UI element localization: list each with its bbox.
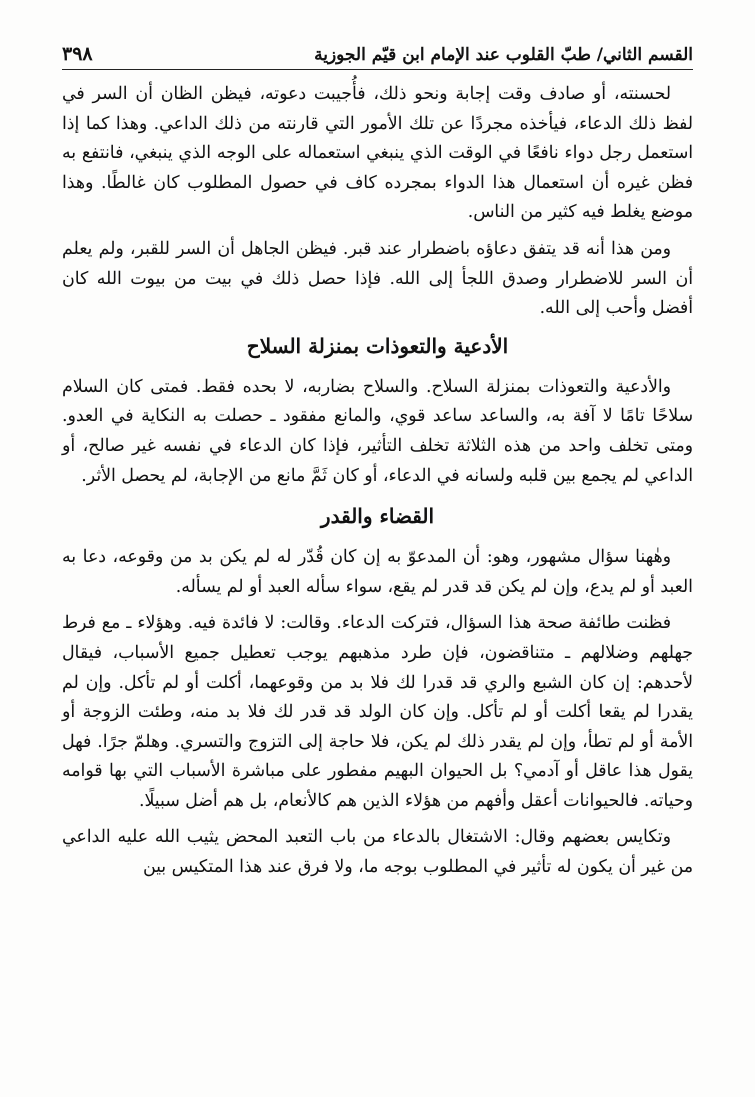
paragraph-6: وتكايس بعضهم وقال: الاشتغال بالدعاء من باب التعبد المحض يثيب الله عليه الداعي من غير أن يكون له تأثير في المطلوب بوجه ما، ولا فرق عند هذا المتكيس بين [62,827,693,878]
running-title: القسم الثاني/ طبّ القلوب عند الإمام ابن قيّم الجوزية [314,45,693,65]
paragraph-5: فظنت طائفة صحة هذا السؤال، فتركت الدعاء. وقالت: لا فائدة فيه. وهؤلاء ـ مع فرط جهلهم وضلالهم ـ متناقضون، فإن طرد مذهبهم يوجب تعطيل جميع الأسباب، فيقال لأحدهم: إن كان الشبع والري قد قدرا لك فلا بد من وقوعهما، أكلت أو لم تأكل. وإن لم يقدرا لم يقعا أكلت أو لم تأكل. وإن كان الولد قد قدر لك فلا بد منه، وطئت الزوجة أو الأمة أو لم تطأ، وإن لم يقدر ذلك لم يكن، فلا حاجة إلى التزوج والتسري. وهلمّ جرًا. فهل يقول هذا عاقل أو آدمي؟ بل الحيوان البهيم مفطور على مباشرة الأسباب التي بها قوامه وحياته. فالحيوانات أعقل وأفهم من هؤلاء الذين هم كالأنعام، بل هم أضل سبيلًا. [62,613,693,811]
paragraph-2: ومن هذا أنه قد يتفق دعاؤه باضطرار عند قبر. فيظن الجاهل أن السر للقبر، ولم يعلم أن السر للاضطرار وصدق اللجأ إلى الله. فإذا حصل ذلك في بيت من بيوت الله كان أفضل وأحب إلى الله. [62,238,693,319]
paragraph-1: لحسنته، أو صادف وقت إجابة ونحو ذلك، فأُجيبت دعوته، فيظن الظان أن السر في لفظ ذلك الدعاء، فيأخذه مجردًا عن تلك الأمور التي قارنته من ذلك الداعي. وهذا كما إذا استعمل رجل دواء نافعًا في الوقت الذي ينبغي استعماله على الوجه الذي ينبغي، فانتفع به فظن غيره أن استعمال هذا الدواء بمجرده كاف في حصول المطلوب كان غالطًا. وهذا موضع يغلط فيه كثير من الناس. [62,84,693,223]
page-body [62,80,693,890]
page-number: ٣٩٨ [62,43,93,65]
paragraph-4: وهٰهنا سؤال مشهور، وهو: أن المدعوّ به إن كان قُدّر له لم يكن بد من وقوعه، دعا به العبد أو لم يدع، وإن لم يكن قد قدر لم يقع، سواء سأله العبد أو لم يسأله. [62,547,693,597]
section-heading-decree: القضاء والقدر [320,504,435,529]
page-header [62,36,693,70]
section-heading-weapons: الأدعية والتعوذات بمنزلة السلاح [246,333,509,358]
paragraph-3: والأدعية والتعوذات بمنزلة السلاح. والسلاح بضاربه، لا بحده فقط. فمتى كان السلام سلاحًا تامًا لا آفة به، والساعد ساعد قوي، والمانع مفقود ـ حصلت به النكاية في العدو. ومتى تخلف واحد من هذه الثلاثة تخلف التأثير، فإذا كان الدعاء في نفسه غير صالح، أو الداعي لم يجمع بين قلبه ولسانه في الدعاء، أو كان ثَمَّ مانع من الإجابة، لم يحصل الأثر. [62,376,693,486]
